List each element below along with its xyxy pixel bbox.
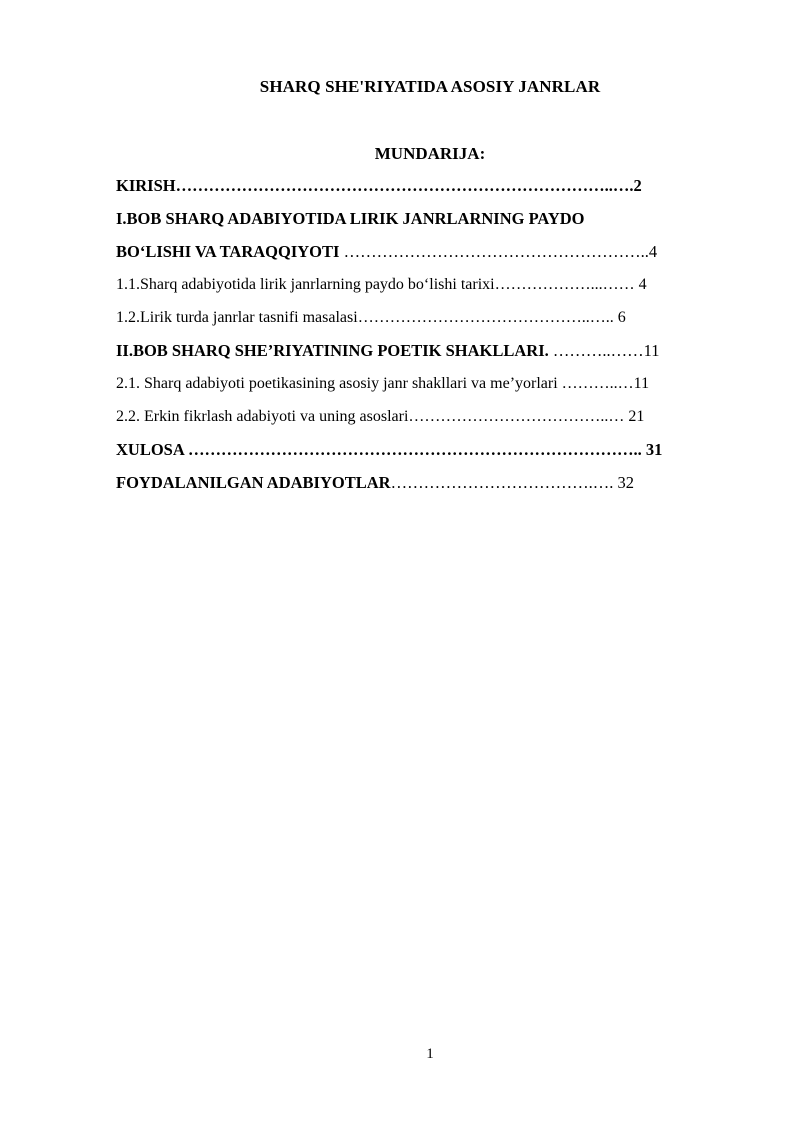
toc-entry-text: 1.1.Sharq adabiyotida lirik janrlarning paydo bo‘lishi tarixi………………...…… 4 bbox=[116, 276, 647, 293]
toc-entry-bibliography bbox=[116, 471, 746, 504]
toc-entry-text: XULOSA ……………………………………………………………………….. 31 bbox=[116, 440, 663, 459]
toc-entry-kirish bbox=[116, 174, 746, 207]
toc-entry-text: II.BOB SHARQ SHE’RIYATINING POETIK SHAKLLARI. bbox=[116, 341, 549, 360]
document-title: SHARQ SHE'RIYATIDA ASOSIY JANRLAR bbox=[259, 77, 601, 96]
table-of-contents bbox=[116, 174, 746, 504]
page-number: 1 bbox=[426, 1046, 434, 1062]
toc-entry-chapter-1 bbox=[116, 207, 746, 240]
toc-entry-page-leader: ……………………………….…. 32 bbox=[390, 473, 634, 492]
toc-entry-text: BO‘LISHI VA TARAQQIYOTI bbox=[116, 242, 340, 261]
toc-entry-text: I.BOB SHARQ ADABIYOTIDA LIRIK JANRLARNING PAYDO bbox=[116, 209, 585, 228]
toc-entry-1-1 bbox=[116, 273, 746, 306]
toc-entry-page-leader: ………………………………………………..4 bbox=[339, 242, 658, 261]
toc-entry-text: 2.2. Erkin fikrlash adabiyoti va uning asoslari………………………………..… 21 bbox=[116, 408, 645, 425]
toc-entry-2-1 bbox=[116, 372, 746, 405]
toc-entry-2-2 bbox=[116, 405, 746, 438]
toc-entry-text: FOYDALANILGAN ADABIYOTLAR bbox=[116, 473, 391, 492]
toc-entry-chapter-1-cont bbox=[116, 240, 746, 273]
toc-entry-xulosa bbox=[116, 438, 746, 471]
toc-entry-text: 2.1. Sharq adabiyoti poetikasining asosiy janr shakllari va me’yorlari ………..…11 bbox=[116, 375, 650, 392]
toc-entry-chapter-2 bbox=[116, 339, 746, 372]
toc-entry-text: 1.2.Lirik turda janrlar tasnifi masalasi……………………………………..….. 6 bbox=[116, 309, 626, 326]
toc-entry-text: KIRISH……………………………………………………………………..….2 bbox=[116, 176, 642, 195]
toc-entry-1-2 bbox=[116, 306, 746, 339]
toc-heading: MUNDARIJA: bbox=[374, 144, 486, 163]
toc-entry-page-leader: ………..……11 bbox=[548, 341, 660, 360]
